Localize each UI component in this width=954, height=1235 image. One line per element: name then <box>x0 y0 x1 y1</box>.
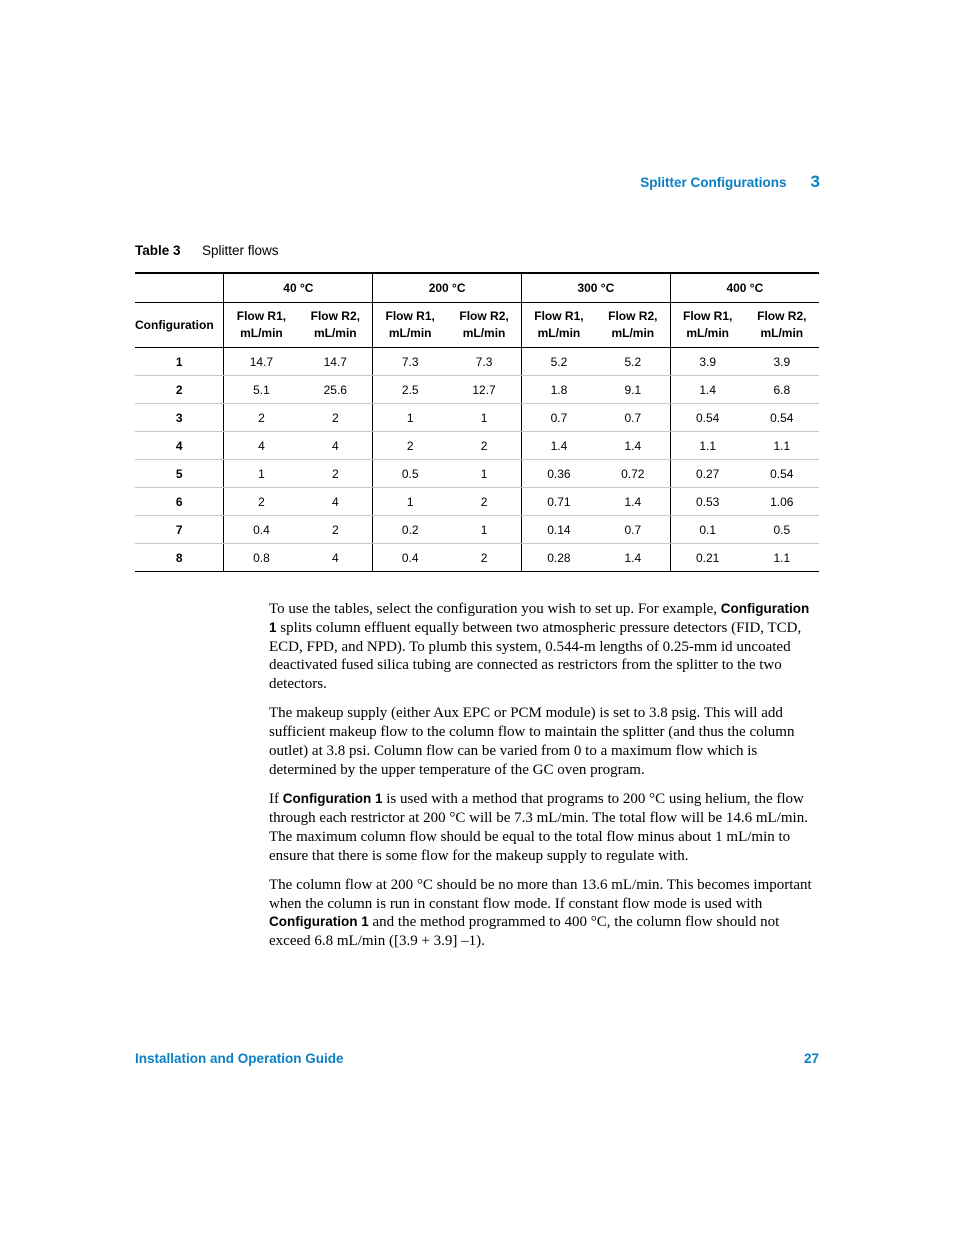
configuration-cell: 3 <box>135 404 224 432</box>
temp-header-40: 40 °C <box>224 273 373 303</box>
table-row <box>135 488 819 516</box>
flow-r1-cell: 0.28 <box>521 544 595 572</box>
flow-r1-cell: 0.1 <box>670 516 744 544</box>
flow-r2-cell: 5.2 <box>596 348 670 376</box>
chapter-number: 3 <box>810 172 820 191</box>
flow-r1-header: Flow R1, mL/min <box>373 303 447 348</box>
configuration-cell: 8 <box>135 544 224 572</box>
configuration-cell: 1 <box>135 348 224 376</box>
table-row <box>135 432 819 460</box>
flow-r2-cell: 7.3 <box>447 348 521 376</box>
flow-r2-cell: 4 <box>298 432 372 460</box>
column-header-row <box>135 303 819 348</box>
flow-r2-cell: 2 <box>298 404 372 432</box>
flow-r2-header: Flow R2, mL/min <box>596 303 670 348</box>
flow-r2-cell: 3.9 <box>745 348 819 376</box>
temp-header-300: 300 °C <box>521 273 670 303</box>
table-caption <box>135 243 279 258</box>
keyword-configuration-1: Configuration 1 <box>282 791 383 807</box>
flow-r2-cell: 1 <box>447 516 521 544</box>
flow-r2-cell: 9.1 <box>596 376 670 404</box>
flow-r1-cell: 0.4 <box>373 544 447 572</box>
flow-r1-cell: 1.4 <box>521 432 595 460</box>
flow-r2-cell: 4 <box>298 544 372 572</box>
flow-r1-cell: 1.1 <box>670 432 744 460</box>
flow-r2-cell: 1 <box>447 460 521 488</box>
flow-r1-cell: 1 <box>224 460 298 488</box>
guide-title: Installation and Operation Guide <box>135 1051 344 1066</box>
flow-r2-cell: 0.7 <box>596 404 670 432</box>
keyword-configuration-1: Configuration 1 <box>269 601 810 635</box>
flow-r1-cell: 3.9 <box>670 348 744 376</box>
table-body <box>135 348 819 572</box>
flow-r1-header: Flow R1, mL/min <box>224 303 298 348</box>
flow-r1-cell: 2 <box>373 432 447 460</box>
flow-r2-cell: 0.54 <box>745 404 819 432</box>
flow-r2-cell: 4 <box>298 488 372 516</box>
temperature-header-row <box>135 273 819 303</box>
table-row <box>135 516 819 544</box>
paragraph-2: The makeup supply (either Aux EPC or PCM module) is set to 3.8 psig. This will add sufficient makeup flow to the column flow to maintain the splitter (and thus the column outlet) at 3.8 psi. Column flow can be varied from 0 to a maximum flow which is determined by the upper temperature of the GC oven program. <box>269 705 795 778</box>
flow-r2-cell: 1.4 <box>596 488 670 516</box>
configuration-cell: 5 <box>135 460 224 488</box>
flow-r1-cell: 0.54 <box>670 404 744 432</box>
configuration-cell: 4 <box>135 432 224 460</box>
configuration-header: Configuration <box>135 303 224 348</box>
flow-r2-cell: 1.1 <box>745 432 819 460</box>
flow-r1-cell: 5.1 <box>224 376 298 404</box>
flow-r2-cell: 1.1 <box>745 544 819 572</box>
flow-r1-cell: 0.7 <box>521 404 595 432</box>
flow-r1-header: Flow R1, mL/min <box>670 303 744 348</box>
flow-r1-cell: 0.27 <box>670 460 744 488</box>
table-row <box>135 376 819 404</box>
flow-r2-cell: 1.4 <box>596 544 670 572</box>
table-row <box>135 348 819 376</box>
flow-r1-cell: 1 <box>373 404 447 432</box>
flow-r1-cell: 0.4 <box>224 516 298 544</box>
flow-r2-cell: 1.4 <box>596 432 670 460</box>
table-row <box>135 404 819 432</box>
flow-r2-cell: 1 <box>447 404 521 432</box>
flow-r2-header: Flow R2, mL/min <box>447 303 521 348</box>
flow-r1-cell: 0.71 <box>521 488 595 516</box>
flow-r1-cell: 7.3 <box>373 348 447 376</box>
flow-r1-cell: 1.4 <box>670 376 744 404</box>
splitter-flows-table <box>135 272 819 572</box>
flow-r1-cell: 2 <box>224 404 298 432</box>
flow-r1-cell: 14.7 <box>224 348 298 376</box>
paragraph-4: The column flow at 200 °C should be no more than 13.6 mL/min. This becomes important when the column is run in constant flow mode. If constant flow mode is used with Configuration 1 and the method programmed to 400 °C, the column flow should not exceed 6.8 mL/min ([3.9 + 3.9] –1). <box>269 876 812 950</box>
flow-r2-cell: 2 <box>298 516 372 544</box>
configuration-cell: 7 <box>135 516 224 544</box>
flow-r1-cell: 0.8 <box>224 544 298 572</box>
flow-r2-cell: 2 <box>447 544 521 572</box>
flow-r1-header: Flow R1, mL/min <box>521 303 595 348</box>
flow-r1-cell: 1 <box>373 488 447 516</box>
blank-header-cell <box>135 273 224 303</box>
section-title: Splitter Configurations <box>640 175 787 190</box>
configuration-cell: 6 <box>135 488 224 516</box>
flow-r1-cell: 1.8 <box>521 376 595 404</box>
flow-r1-cell: 0.53 <box>670 488 744 516</box>
flow-r2-cell: 0.54 <box>745 460 819 488</box>
flow-r2-cell: 6.8 <box>745 376 819 404</box>
flow-r1-cell: 0.2 <box>373 516 447 544</box>
flow-r2-cell: 12.7 <box>447 376 521 404</box>
flow-r1-cell: 0.14 <box>521 516 595 544</box>
table-caption-label: Table 3 <box>135 243 181 258</box>
flow-r1-cell: 2.5 <box>373 376 447 404</box>
flow-r1-cell: 4 <box>224 432 298 460</box>
flow-r2-header: Flow R2, mL/min <box>745 303 819 348</box>
table-caption-title: Splitter flows <box>202 243 279 258</box>
flow-r2-header: Flow R2, mL/min <box>298 303 372 348</box>
flow-r2-cell: 2 <box>298 460 372 488</box>
flow-r1-cell: 0.5 <box>373 460 447 488</box>
configuration-cell: 2 <box>135 376 224 404</box>
flow-r1-cell: 0.36 <box>521 460 595 488</box>
flow-r1-cell: 5.2 <box>521 348 595 376</box>
table-row <box>135 460 819 488</box>
page-footer <box>135 1051 819 1066</box>
page-number: 27 <box>803 1051 819 1066</box>
body-text <box>269 600 819 962</box>
flow-r2-cell: 1.06 <box>745 488 819 516</box>
paragraph-1: To use the tables, select the configuration you wish to set up. For example, Configuration 1 splits column effluent equally between two atmospheric pressure detectors (FID, TCD, ECD, FPD, and NPD). To plumb this system, 0.544-m lengths of 0.25-mm id uncoated deactivated fused silica tubing are connected as restrictors from the splitter to the two detectors. <box>269 601 810 693</box>
paragraph-3: If Configuration 1 is used with a method that programs to 200 °C using helium, the flow through each restrictor at 200 °C will be 7.3 mL/min. The total flow will be 14.6 mL/min. The maximum column flow should be equal to the total flow minus about 1 mL/min to ensure that there is some flow for the makeup supply to regulate with. <box>269 791 808 864</box>
flow-r2-cell: 0.5 <box>745 516 819 544</box>
flow-r2-cell: 25.6 <box>298 376 372 404</box>
table-row <box>135 544 819 572</box>
temp-header-400: 400 °C <box>670 273 819 303</box>
flow-r2-cell: 0.72 <box>596 460 670 488</box>
flow-r2-cell: 2 <box>447 488 521 516</box>
keyword-configuration-1: Configuration 1 <box>269 914 369 930</box>
flow-r2-cell: 0.7 <box>596 516 670 544</box>
flow-r1-cell: 0.21 <box>670 544 744 572</box>
flow-r1-cell: 2 <box>224 488 298 516</box>
running-header <box>640 172 820 192</box>
temp-header-200: 200 °C <box>373 273 522 303</box>
flow-r2-cell: 14.7 <box>298 348 372 376</box>
flow-r2-cell: 2 <box>447 432 521 460</box>
